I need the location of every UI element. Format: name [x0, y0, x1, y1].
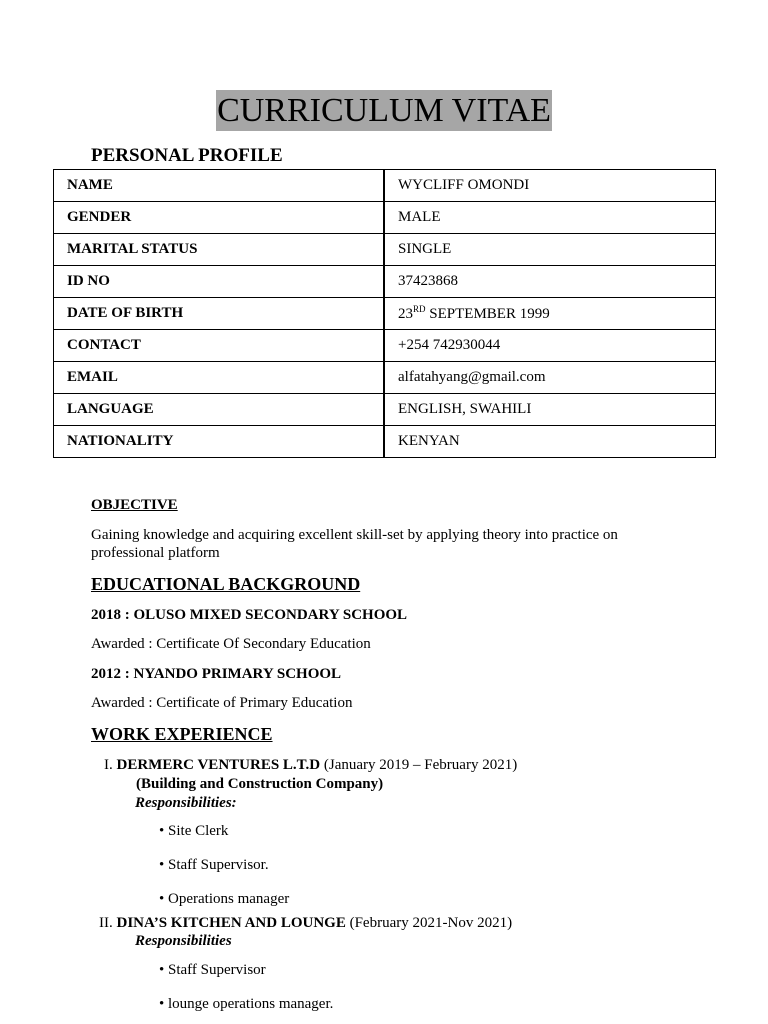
table-row [54, 266, 716, 298]
table-row [54, 362, 716, 394]
profile-value: ENGLISH, SWAHILI [384, 394, 716, 426]
table-row [54, 426, 716, 458]
job-2-line [99, 915, 512, 932]
profile-value: 37423868 [384, 266, 716, 298]
education-school: 2012 : NYANDO PRIMARY SCHOOL [91, 666, 342, 682]
profile-label: EMAIL [54, 362, 385, 394]
objective-heading: OBJECTIVE [91, 497, 178, 513]
duty-item: • Staff Supervisor [159, 962, 266, 978]
education-award: Awarded : Certificate Of Secondary Education [91, 636, 371, 652]
profile-label: LANGUAGE [54, 394, 385, 426]
profile-label: MARITAL STATUS [54, 234, 385, 266]
table-row [54, 298, 716, 330]
document-title: CURRICULUM VITAE [217, 92, 551, 129]
date-of-birth-value [384, 298, 716, 330]
job-1-line [104, 757, 517, 774]
duty-item: • Operations manager [159, 891, 290, 907]
objective-text-line-2: professional platform [91, 545, 220, 561]
profile-label: DATE OF BIRTH [54, 298, 385, 330]
profile-value: +254 742930044 [384, 330, 716, 362]
personal-profile-table [53, 169, 716, 458]
table-row [54, 394, 716, 426]
duty-item: • Site Clerk [159, 823, 229, 839]
profile-label: ID NO [54, 266, 385, 298]
duty-item: • lounge operations manager. [159, 996, 334, 1012]
profile-label: NAME [54, 170, 385, 202]
personal-profile-heading: PERSONAL PROFILE [91, 145, 283, 166]
education-school: 2018 : OLUSO MIXED SECONDARY SCHOOL [91, 607, 408, 623]
dob-rest: SEPTEMBER 1999 [425, 306, 550, 322]
profile-label: NATIONALITY [54, 426, 385, 458]
job-numeral: I. [104, 757, 113, 773]
profile-value: alfatahyang@gmail.com [384, 362, 716, 394]
profile-label: CONTACT [54, 330, 385, 362]
table-row [54, 330, 716, 362]
duty-item: • Staff Supervisor. [159, 857, 269, 873]
job-period: (January 2019 – February 2021) [320, 757, 518, 773]
responsibilities-label: Responsibilities: [135, 795, 237, 811]
profile-value: SINGLE [384, 234, 716, 266]
job-company: DINA’S KITCHEN AND LOUNGE [116, 915, 346, 931]
education-heading: EDUCATIONAL BACKGROUND [91, 574, 361, 594]
objective-text-line-1: Gaining knowledge and acquiring excellent skill-set by applying theory into practice on [91, 527, 618, 543]
responsibilities-label: Responsibilities [135, 933, 232, 949]
job-numeral: II. [99, 915, 113, 931]
profile-value: WYCLIFF OMONDI [384, 170, 716, 202]
profile-value: KENYAN [384, 426, 716, 458]
table-row [54, 202, 716, 234]
job-company: DERMERC VENTURES L.T.D [116, 757, 321, 773]
profile-label: GENDER [54, 202, 385, 234]
dob-suffix: RD [413, 304, 426, 314]
dob-day: 23 [398, 306, 413, 322]
job-description: (Building and Construction Company) [136, 776, 384, 792]
table-row [54, 170, 716, 202]
table-row [54, 234, 716, 266]
profile-value: MALE [384, 202, 716, 234]
education-award: Awarded : Certificate of Primary Education [91, 695, 353, 711]
work-experience-heading: WORK EXPERIENCE [91, 724, 273, 744]
job-period: (February 2021-Nov 2021) [345, 915, 513, 931]
